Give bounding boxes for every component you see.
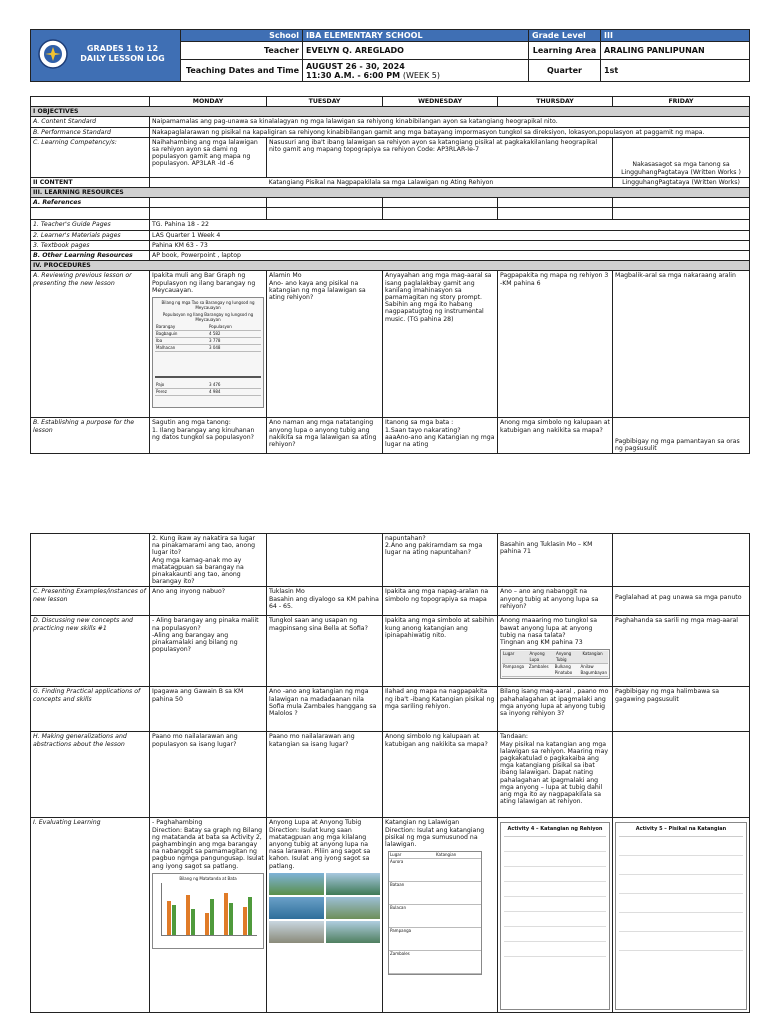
day-thursday: THURSDAY: [498, 97, 613, 107]
photo-thumb: [326, 921, 381, 943]
teacher-label: Teacher: [181, 42, 303, 60]
time-value: 11:30 A.M. - 6:00 PM: [306, 70, 401, 80]
content-standard-text: Naipamamalas ang pag-unawa sa kinalalagyan ng mga lalawigan sa rehiyong kinabibilangan ayon sa katangiang heograpikal nito.: [150, 117, 750, 127]
thumb-row: [155, 331, 261, 338]
evaluating-thursday: [498, 818, 613, 1013]
quarter-label: Quarter: [529, 60, 601, 82]
performance-standard-label: B. Performance Standard: [31, 127, 150, 137]
bar: [248, 897, 252, 935]
review-label: A. Reviewing previous lesson or presenting the new lesson: [31, 271, 150, 418]
purpose-label: B. Establishing a purpose for the lesson: [31, 418, 150, 454]
content-text: Katangiang Pisikal na Nagpapakilala sa mga Lalawigan ng Ating Rehiyon: [150, 177, 613, 187]
thumb-cell: 3 778: [209, 338, 221, 344]
other-resources-value: AP book, Powerpoint , laptop: [150, 251, 750, 261]
activity-4-title: Activity 4 – Katangian ng Rehiyon: [507, 826, 603, 833]
thumb-cell: Pampanga: [503, 664, 525, 670]
area-value: ARALING PANLIPUNAN: [601, 42, 750, 60]
practical-thursday: Bilang isang mag-aaral , paano mo pahahalagahan at ipagmalaki ang mga anyong lupa at anyong tubig sa inyong rehiyon 3?: [498, 687, 613, 732]
thumb-cell: Pampanga: [390, 928, 412, 934]
bar-graph-title: Bilang ng Matatanda at Bata: [179, 875, 237, 881]
review-monday-text: Ipakita muli ang Bar Graph ng Populasyon ng ilang barangay ng Meycauayan.: [152, 272, 256, 294]
photo-thumb: [269, 897, 324, 919]
review-friday: Magbalik-aral sa mga nakaraang aralin: [613, 271, 750, 418]
thumb-row: [389, 905, 481, 928]
review-wednesday: Anyayahan ang mga mag-aaral sa isang paglalakbay gamit ang kanilang imahinasyon sa pamamagitan ng story prompt. Sabihin ang mga ito habang nagpapatugtog ng instrumental music. (TG pahina 28): [383, 271, 498, 418]
review-thursday: Pagpapakita ng mapa ng rehiyon 3 -KM pahina 6: [498, 271, 613, 418]
evaluating-wednesday-text: Katangian ng Lalawigan Direction: Isulat ang katangiang pisikal ng mga sumusunod na lalawigan.: [385, 819, 485, 849]
thumb-header-row: [155, 324, 261, 331]
evaluating-tuesday: [267, 818, 383, 1013]
photo-thumb: [269, 921, 324, 943]
teacher-value: EVELYN Q. AREGLADO: [303, 42, 529, 60]
logo-line-2: DAILY LESSON LOG: [80, 54, 165, 63]
thumb-title: Bilang ng mga Tao sa Barangay ng Iungsod ng Meycauayan: [161, 300, 255, 311]
purpose-monday-cont: 2. Kung ikaw ay nakatira sa lugar na pinakamarami ang tao, anong lugar ito? Ang mga kamag-anak mo ay matatagpuan sa barangay na pinakakaunti ang tao, anong barangay ito?: [150, 534, 267, 587]
bar-graph-plot: [161, 883, 257, 936]
activity-4-worksheet: [500, 822, 610, 1010]
thumb-cell: 3 048: [209, 345, 221, 351]
thumb-cell: Anyong Lupa: [529, 651, 545, 663]
population-table-thumbnail: [152, 297, 264, 408]
bar: [172, 905, 176, 935]
other-resources-label: B. Other Learning Resources: [31, 251, 150, 261]
purpose-monday: Sagutin ang mga tanong: 1. Ilang barangay ang kinuhanan ng datos tungkol sa populasyon?: [150, 418, 267, 454]
competency-monday: Naihahambing ang mga lalawigan sa rehiyon ayon sa dami ng populasyon gamit ang mapa ng populasyon. AP3LAR -Id -6: [150, 137, 267, 177]
lm-pages-value: LAS Quarter 1 Week 4: [150, 230, 750, 240]
logo-line-1: GRADES 1 to 12: [86, 44, 159, 53]
thumb-cell: Bagbaguin: [156, 331, 178, 337]
day-tuesday: TUESDAY: [267, 97, 383, 107]
blank-corner: [31, 97, 150, 107]
presenting-label: C. Presenting Examples/instances of new lesson: [31, 587, 150, 616]
textbook-pages-value: Pahina KM 63 - 73: [150, 240, 750, 250]
thumb-cell: Malhacan: [156, 345, 176, 351]
lm-pages-label: 2. Learner's Materials pages: [31, 230, 150, 240]
thumb-cell: Anilaw Bagumbayan: [580, 664, 607, 676]
deped-seal-icon: [38, 39, 68, 69]
dates-value: AUGUST 26 - 30, 2024: [306, 61, 405, 71]
discussing-label: D. Discussing new concepts and practicing new skills #1: [31, 616, 150, 687]
practical-tuesday: Ano -ano ang katangian ng mga lalawigan na madadaanan nila Sofia mula Zambales hanggang sa Malolos ?: [267, 687, 383, 732]
bar: [186, 895, 190, 935]
performance-standard-text: Nakapaglalarawan ng pisikal na kapaligiran sa rehiyong kinabibilangan gamit ang mga batayang impormasyon tungkol sa direksiyon, lokasyon,populasyon at paggamit ng mapa.: [150, 127, 750, 137]
purpose-thursday-cont: Basahin ang Tuklasin Mo – KM pahina 71: [498, 534, 613, 587]
evaluating-label: I. Evaluating Learning: [31, 818, 150, 1013]
generalization-tuesday: Paano mo nailalarawan ang katangian sa isang lugar?: [267, 732, 383, 818]
bar: [229, 903, 233, 935]
review-tuesday: Alamin Mo Ano- ano kaya ang pisikal na katangian ng mga lalawigan sa ating rehiyon?: [267, 271, 383, 418]
thumb-cell: Bataan: [390, 882, 405, 888]
thumb-cell: Bulkang Pinatubo: [554, 664, 573, 676]
textbook-pages-label: 3. Textbook pages: [31, 240, 150, 250]
thumb-cell: Lugar: [503, 651, 515, 657]
purpose-thursday: Anong mga simbolo ng kalupaan at katubigan ang nakikita sa mapa?: [498, 418, 613, 454]
review-monday: [150, 271, 267, 418]
practical-label: G. Finding Practical applications of concepts and skills: [31, 687, 150, 732]
evaluating-tuesday-text: Anyong Lupa at Anyong Tubig Direction: Isulat kung saan matatagpuan ang mga kilalang anyong tubig at anyong lupa na nasa larawan. Piliin ang sagot sa kahon. Isulat ang iyong sagot sa patlang.: [269, 819, 371, 870]
thumb-row: [389, 951, 481, 974]
presenting-tuesday: Tuklasin Mo Basahin ang diyalogo sa KM pahina 64 - 65.: [267, 587, 383, 616]
tg-pages-value: TG. Pahina 18 - 22: [150, 220, 750, 230]
thumb-cell: Iba: [156, 338, 163, 344]
day-friday: FRIDAY: [613, 97, 750, 107]
landform-photos-thumbnail: [269, 873, 380, 943]
photo-thumb: [326, 873, 381, 895]
practical-monday: Ipagawa ang Gawain B sa KM pahina 50: [150, 687, 267, 732]
evaluating-friday: [613, 818, 750, 1013]
thumb-cell: Zambales: [390, 951, 410, 957]
thumb-header-row: [502, 651, 608, 664]
purpose-tuesday: Ano naman ang mga natatanging anyong lupa o anyong tubig ang nakikita sa mga lalawigan sa ating rehiyon?: [267, 418, 383, 454]
thumb-row: [389, 882, 481, 905]
thumb-cell: Anyong Tubig: [556, 651, 572, 663]
competency-friday: Nakasasagot sa mga tanong sa LingguhangPagtataya (Written Works ): [613, 137, 750, 177]
purpose-wednesday: Itanong sa mga bata : 1.Saan tayo nakarating? aaaAno-ano ang Katangian ng mga lugar na ating: [383, 418, 498, 454]
bar-graph-thumbnail: [152, 873, 264, 949]
resources-heading: III. LEARNING RESOURCES: [31, 188, 750, 198]
thumb-row: [155, 389, 261, 396]
procedures-heading: IV. PROCEDURES: [31, 261, 750, 271]
school-value: IBA ELEMENTARY SCHOOL: [303, 30, 529, 42]
thumb-row: [155, 382, 261, 389]
thumb-col-population: Populasyon: [209, 324, 232, 330]
lesson-table-part-2: [30, 533, 750, 1013]
thumb-cell: 3 476: [209, 382, 221, 388]
bar: [210, 899, 214, 935]
discussing-wednesday: Ipakita ang mga simbolo at sabihin kung anong katangian ang ipinapahiwatig nito.: [383, 616, 498, 687]
thumb-cell: 4 582: [209, 331, 221, 337]
week-value: (WEEK 5): [402, 70, 440, 80]
evaluating-wednesday: [383, 818, 498, 1013]
bar: [191, 909, 195, 935]
discussing-monday: - Aling barangay ang pinaka maliit na populasyon? -Aling ang barangay ang pinakamalaki ang bilang ng populasyon?: [150, 616, 267, 687]
content-standard-label: A. Content Standard: [31, 117, 150, 127]
discussing-thursday: [498, 616, 613, 687]
school-label: School: [181, 30, 303, 42]
generalization-monday: Paano mo nailalarawan ang populasyon sa isang lugar?: [150, 732, 267, 818]
thumb-cell: Katangian: [436, 852, 457, 858]
presenting-thursday: Ano – ano ang nabanggit na anyong tubig at anyong lupa sa rehiyon?: [498, 587, 613, 616]
bar: [205, 913, 209, 935]
content-friday: LingguhangPagtataya (Written Works): [613, 177, 750, 187]
thumb-cell: 4 984: [209, 389, 221, 395]
katangian-table-thumbnail: [388, 851, 482, 975]
thumb-col-barangay: Barangay: [156, 324, 176, 330]
presenting-monday: Ano ang inyong nabuo?: [150, 587, 267, 616]
discussing-tuesday: Tungkol saan ang usapan ng magpinsang sina Bella at Sofia?: [267, 616, 383, 687]
photo-thumb: [326, 897, 381, 919]
thumb-row: [389, 859, 481, 882]
discussing-thursday-text: Anong maaaring mo tungkol sa bawat anyong lupa at anyong tubig na nasa talata? Tingnan ang KM pahina 73: [500, 617, 598, 647]
thumb-cell: Zambales: [528, 664, 549, 670]
generalization-thursday: Tandaan: May pisikal na katangian ang mga lalawigan sa rehiyon. Maaring may pagkakatulad o pagkakaiba ang mga katangiang pisikal sa ibat ibang lalawigan. Dapat nating pahalagahan at ipagmalaki ang mga anyong – lupa at tubig dahil ang mga ito ay nagpapakilala sa ating lalawigan at rehiyon.: [498, 732, 613, 818]
day-monday: MONDAY: [150, 97, 267, 107]
thumb-row: [155, 338, 261, 345]
content-heading: II CONTENT: [31, 177, 150, 187]
bar: [167, 901, 171, 935]
thumb-cell: Katangian: [582, 651, 603, 657]
thumb-header-row: [389, 852, 481, 859]
dates-label: Teaching Dates and Time: [181, 60, 303, 82]
thumb-row: [502, 664, 608, 677]
objectives-heading: I OBJECTIVES: [31, 107, 750, 117]
thumb-cell: Pajo: [156, 382, 165, 388]
generalization-label: H. Making generalizations and abstractions about the lesson: [31, 732, 150, 818]
day-wednesday: WEDNESDAY: [383, 97, 498, 107]
tg-pages-label: 1. Teacher's Guide Pages: [31, 220, 150, 230]
thumb-row: [155, 345, 261, 352]
thumb-cell: Aurora: [390, 859, 404, 865]
grade-label: Grade Level: [529, 30, 601, 42]
purpose-wednesday-cont: napuntahan? 2.Ano ang pakiramdam sa mga lugar na ating napuntahan?: [383, 534, 498, 587]
competency-label: C. Learning Competency/s:: [31, 137, 150, 177]
bar: [243, 907, 247, 935]
evaluating-monday: [150, 818, 267, 1013]
quarter-value: 1st: [601, 60, 750, 82]
thumb-row: [389, 928, 481, 951]
evaluating-monday-text: - Paghahambing Direction: Batay sa graph ng Bilang ng matatanda at bata sa Activity 2, paghambingin ang mga barangay na nabanggit sa pamamagitan ng pagbuo ngmga pangungusap. Isulat ang iyong sagot sa patlang.: [152, 819, 264, 870]
thumb-subtitle: Populasyon ng Ilang Barangay ng lungsod ng Meycauayan: [162, 312, 254, 323]
purpose-friday: Pagbibigay ng mga pamantayan sa oras ng pagsusulit: [613, 418, 750, 454]
photo-thumb: [269, 873, 324, 895]
activity-5-worksheet: [615, 822, 747, 1010]
generalization-wednesday: Anong simbolo ng kalupaan at katubigan ang nakikita sa mapa?: [383, 732, 498, 818]
bar: [224, 893, 228, 935]
lesson-table-part-1: [30, 96, 750, 454]
activity-5-title: Activity 5 – Pisikal na Katangian: [635, 826, 727, 833]
practical-wednesday: Ilahad ang mapa na nagpapakita ng iba't -ibang Katangian pisikal ng mga sariling rehiyon.: [383, 687, 498, 732]
competency-tue-thu: Nasusuri ang iba't ibang lalawigan sa rehiyon ayon sa katangiang pisikal at pagkakakilanlang heograpikal nito gamit ang mapang topograpiya sa rehiyon Code: AP3RLAR-Ie-7: [267, 137, 613, 177]
area-label: Learning Area: [529, 42, 601, 60]
landform-table-thumbnail: [500, 649, 610, 679]
practical-friday: Pagbibigay ng mga halimbawa sa gagawing pagsusulit: [613, 687, 750, 732]
references-label: A. References: [31, 198, 150, 208]
grade-value: III: [601, 30, 750, 42]
thumb-cell: Lugar: [390, 852, 402, 858]
discussing-friday: Paghahanda sa sarili ng mga mag-aaral: [613, 616, 750, 687]
thumb-cell: Perez: [156, 389, 167, 395]
thumb-cell: Bulacan: [390, 905, 407, 911]
presenting-wednesday: Ipakita ang mga napag-aralan na simbolo ng topograpiya sa mapa: [383, 587, 498, 616]
header-table: [30, 29, 750, 82]
presenting-friday: Paglalahad at pag unawa sa mga panuto: [613, 587, 750, 616]
deped-logo-block: [31, 30, 181, 82]
